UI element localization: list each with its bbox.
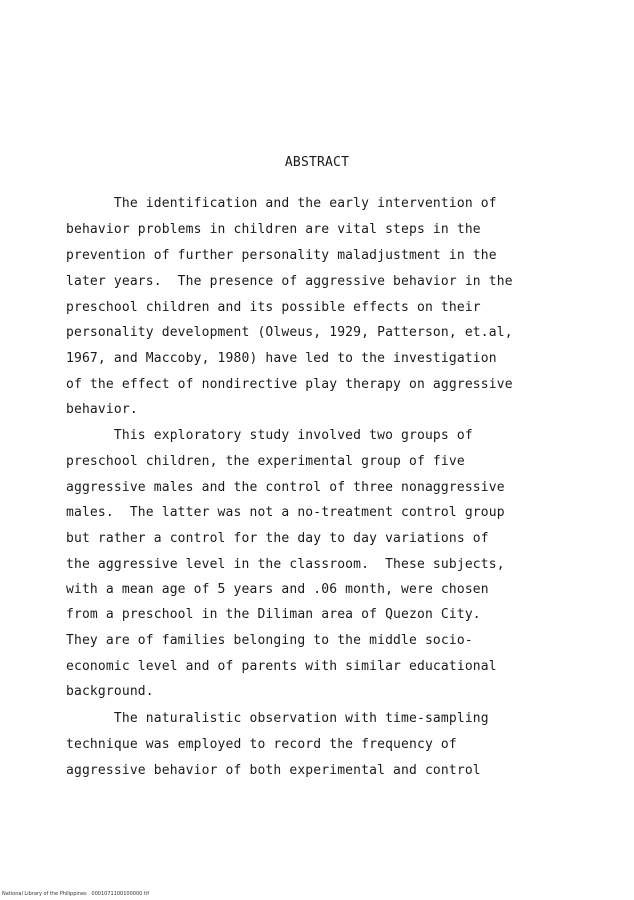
text-line: from a preschool in the Diliman area of Quezon City.: [66, 607, 481, 622]
text-line: males. The latter was not a no-treatment control group: [66, 505, 505, 520]
text-line: preschool children and its possible effects on their: [66, 300, 481, 315]
text-line: behavior.: [66, 402, 138, 417]
text-line: behavior problems in children are vital steps in the: [66, 222, 481, 237]
text-line: The naturalistic observation with time-sampling: [66, 711, 489, 726]
text-line: aggressive males and the control of three nonaggressive: [66, 480, 505, 495]
text-line: with a mean age of 5 years and .06 month, were chosen: [66, 582, 489, 597]
text-line: of the effect of nondirective play therapy on aggressive: [66, 377, 513, 392]
text-line: 1967, and Maccoby, 1980) have led to the investigation: [66, 351, 497, 366]
text-line: preschool children, the experimental group of five: [66, 454, 465, 469]
text-line: They are of families belonging to the middle socio-: [66, 633, 473, 648]
text-line: technique was employed to record the frequency of: [66, 737, 457, 752]
text-line: aggressive behavior of both experimental and control: [66, 763, 481, 778]
text-line: prevention of further personality maladjustment in the: [66, 248, 497, 263]
text-line: the aggressive level in the classroom. These subjects,: [66, 557, 505, 572]
text-line: later years. The presence of aggressive behavior in the: [66, 274, 513, 289]
text-line: This exploratory study involved two groups of: [66, 428, 473, 443]
abstract-heading: ABSTRACT: [284, 155, 350, 170]
text-line: background.: [66, 684, 154, 699]
scan-footer: National Library of the Philippines 0001071100100000 tif: [2, 891, 150, 897]
text-line: The identification and the early intervention of: [66, 196, 497, 211]
text-line: personality development (Olweus, 1929, Patterson, et.al,: [66, 325, 513, 340]
text-line: but rather a control for the day to day variations of: [66, 531, 489, 546]
text-line: economic level and of parents with similar educational: [66, 659, 497, 674]
